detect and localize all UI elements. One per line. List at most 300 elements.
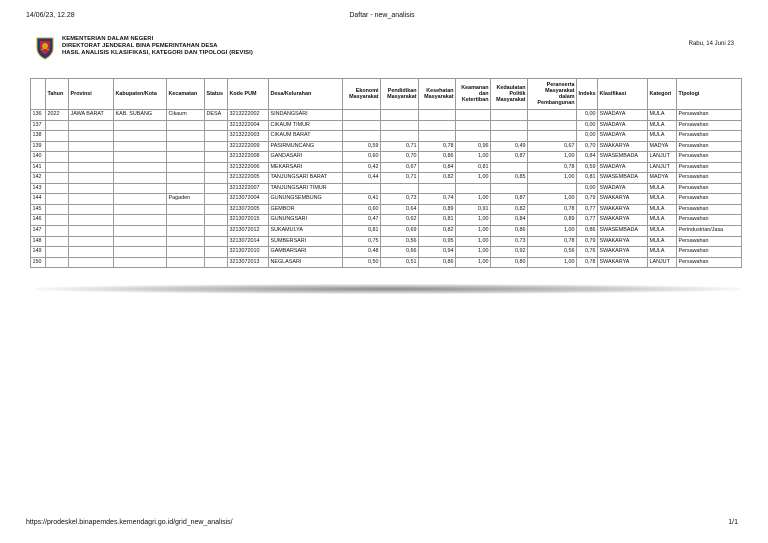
cell-provinsi (69, 247, 114, 258)
cell-status (205, 152, 228, 163)
cell-kecamatan (167, 257, 205, 268)
table-row (31, 173, 742, 184)
cell-ekonomi (343, 120, 381, 131)
cell-status (205, 226, 228, 237)
cell-status (205, 247, 228, 258)
column-header-tipologi: Tipologi (677, 79, 742, 110)
cell-provinsi: JAWA BARAT (69, 110, 114, 121)
cell-tipologi: Persawahan (677, 173, 742, 184)
cell-kabupaten-kota (114, 204, 167, 215)
cell-peranserta: 0,78 (528, 162, 577, 173)
cell-klasifikasi: SWADAYA (598, 110, 648, 121)
cell-tipologi: Persawahan (677, 257, 742, 268)
cell-kategori: LANJUT (648, 257, 677, 268)
cell-tipologi: Persawahan (677, 194, 742, 205)
cell-keamanan: 1,00 (456, 152, 491, 163)
cell-desa-kelurahan: GANDASARI (269, 152, 343, 163)
cell-row-number: 150 (31, 257, 46, 268)
cell-kesehatan: 0,82 (419, 173, 456, 184)
cell-kecamatan (167, 152, 205, 163)
cell-tipologi: Persawahan (677, 141, 742, 152)
cell-kesehatan: 0,78 (419, 141, 456, 152)
cell-provinsi (69, 215, 114, 226)
cell-klasifikasi: SWADAYA (598, 162, 648, 173)
cell-kedaulatan (491, 183, 528, 194)
cell-desa-kelurahan: GUNUNGSARI (269, 215, 343, 226)
cell-kabupaten-kota (114, 131, 167, 142)
cell-kecamatan (167, 236, 205, 247)
cell-tahun (46, 215, 69, 226)
cell-kode-pum: 3213222006 (228, 162, 269, 173)
cell-desa-kelurahan: SUKAMULYA (269, 226, 343, 237)
cell-provinsi (69, 204, 114, 215)
cell-kedaulatan: 0,49 (491, 141, 528, 152)
cell-tahun (46, 226, 69, 237)
cell-kategori: LANJUT (648, 162, 677, 173)
cell-tahun (46, 173, 69, 184)
cell-kode-pum: 3213072015 (228, 215, 269, 226)
cell-kedaulatan (491, 120, 528, 131)
cell-kode-pum: 3213072014 (228, 236, 269, 247)
cell-tipologi: Persawahan (677, 215, 742, 226)
cell-kecamatan (167, 173, 205, 184)
cell-klasifikasi: SWASEMBADA (598, 152, 648, 163)
cell-indeks: 0,00 (577, 183, 598, 194)
cell-kategori: MULA (648, 226, 677, 237)
cell-peranserta: 1,00 (528, 226, 577, 237)
cell-row-number: 143 (31, 183, 46, 194)
cell-kabupaten-kota (114, 141, 167, 152)
cell-kedaulatan (491, 162, 528, 173)
cell-status (205, 236, 228, 247)
cell-tahun (46, 183, 69, 194)
print-page-count: 1/1 (728, 519, 738, 526)
cell-desa-kelurahan: MEKARSARI (269, 162, 343, 173)
cell-kode-pum: 3213222004 (228, 120, 269, 131)
cell-desa-kelurahan: CIKAUM BARAT (269, 131, 343, 142)
cell-desa-kelurahan: SINDANGSARI (269, 110, 343, 121)
cell-keamanan (456, 110, 491, 121)
column-header-kabupaten-kota: Kabupaten/Kota (114, 79, 167, 110)
cell-kesehatan: 0,74 (419, 194, 456, 205)
cell-kesehatan: 0,94 (419, 247, 456, 258)
cell-provinsi (69, 173, 114, 184)
cell-tipologi: Perindustrian/Jasa (677, 226, 742, 237)
cell-tahun (46, 131, 69, 142)
table-row (31, 131, 742, 142)
cell-ekonomi (343, 131, 381, 142)
cell-provinsi (69, 183, 114, 194)
cell-ekonomi: 0,44 (343, 173, 381, 184)
cell-pendidikan (381, 120, 419, 131)
cell-tipologi: Persawahan (677, 162, 742, 173)
cell-row-number: 142 (31, 173, 46, 184)
cell-peranserta (528, 110, 577, 121)
cell-provinsi (69, 194, 114, 205)
cell-row-number: 138 (31, 131, 46, 142)
column-header-kesehatan: Kesehatan Masyarakat (419, 79, 456, 110)
table-bottom-shadow (36, 284, 740, 294)
cell-indeks: 0,77 (577, 204, 598, 215)
column-header-klasifikasi: Klasifikasi (598, 79, 648, 110)
cell-tahun (46, 162, 69, 173)
cell-keamanan (456, 183, 491, 194)
cell-kecamatan (167, 183, 205, 194)
cell-tahun (46, 152, 69, 163)
cell-kecamatan: Pagaden (167, 194, 205, 205)
cell-kedaulatan: 0,92 (491, 247, 528, 258)
table-row (31, 194, 742, 205)
cell-peranserta: 1,00 (528, 173, 577, 184)
cell-kedaulatan: 0,85 (491, 173, 528, 184)
cell-ekonomi: 0,50 (343, 257, 381, 268)
cell-kesehatan: 0,81 (419, 215, 456, 226)
cell-peranserta: 1,00 (528, 152, 577, 163)
cell-kategori: MULA (648, 194, 677, 205)
cell-pendidikan: 0,71 (381, 141, 419, 152)
cell-keamanan (456, 120, 491, 131)
cell-keamanan: 1,00 (456, 257, 491, 268)
cell-provinsi (69, 152, 114, 163)
cell-peranserta: 0,56 (528, 247, 577, 258)
cell-tipologi: Persawahan (677, 152, 742, 163)
cell-kode-pum: 3213222005 (228, 173, 269, 184)
cell-provinsi (69, 162, 114, 173)
report-header (30, 34, 742, 68)
cell-kode-pum: 3213072010 (228, 247, 269, 258)
cell-desa-kelurahan: SUMBERSARI (269, 236, 343, 247)
cell-status (205, 131, 228, 142)
cell-klasifikasi: SWAKARYA (598, 194, 648, 205)
cell-row-number: 140 (31, 152, 46, 163)
table-row (31, 257, 742, 268)
cell-ekonomi (343, 110, 381, 121)
cell-kedaulatan: 0,73 (491, 236, 528, 247)
column-header-kode-pum: Kode PUM (228, 79, 269, 110)
cell-kedaulatan: 0,87 (491, 152, 528, 163)
cell-keamanan: 0,91 (456, 204, 491, 215)
cell-kategori: MULA (648, 204, 677, 215)
print-date: 14/06/23, 12.28 (26, 12, 75, 19)
cell-peranserta (528, 183, 577, 194)
cell-kecamatan: Cikaum (167, 110, 205, 121)
cell-kabupaten-kota (114, 257, 167, 268)
table-row (31, 247, 742, 258)
cell-tahun (46, 236, 69, 247)
cell-indeks: 0,79 (577, 236, 598, 247)
cell-tipologi: Persawahan (677, 204, 742, 215)
cell-kode-pum: 3213222008 (228, 152, 269, 163)
cell-ekonomi (343, 183, 381, 194)
cell-kabupaten-kota (114, 215, 167, 226)
cell-row-number: 139 (31, 141, 46, 152)
cell-kategori: MADYA (648, 173, 677, 184)
cell-kecamatan (167, 247, 205, 258)
org-line-report-title: HASIL ANALISIS KLASIFIKASI, KATEGORI DAN TIPOLOGI (REVISI) (62, 50, 253, 57)
cell-row-number: 137 (31, 120, 46, 131)
cell-keamanan: 1,00 (456, 236, 491, 247)
cell-indeks: 0,00 (577, 110, 598, 121)
print-header (26, 12, 738, 22)
cell-klasifikasi: SWAKARYA (598, 257, 648, 268)
table-row (31, 152, 742, 163)
cell-indeks: 0,77 (577, 215, 598, 226)
cell-kabupaten-kota (114, 183, 167, 194)
cell-indeks: 0,70 (577, 141, 598, 152)
cell-tahun (46, 120, 69, 131)
cell-indeks: 0,59 (577, 162, 598, 173)
cell-klasifikasi: SWAKARYA (598, 215, 648, 226)
cell-pendidikan: 0,71 (381, 173, 419, 184)
cell-kesehatan (419, 131, 456, 142)
print-footer (26, 519, 738, 529)
cell-tipologi: Persawahan (677, 247, 742, 258)
cell-desa-kelurahan: PASIRMUNCANG (269, 141, 343, 152)
cell-indeks: 0,81 (577, 173, 598, 184)
cell-tipologi: Persawahan (677, 183, 742, 194)
table-body (31, 110, 742, 268)
cell-klasifikasi: SWAKARYA (598, 236, 648, 247)
cell-kode-pum: 3213222009 (228, 141, 269, 152)
report-date: Rabu, 14 Juni 23 (688, 41, 734, 47)
cell-status (205, 183, 228, 194)
column-header-keamanan: Keamanan dan Ketertiban (456, 79, 491, 110)
cell-indeks: 0,00 (577, 131, 598, 142)
cell-row-number: 145 (31, 204, 46, 215)
cell-desa-kelurahan: TANJUNGSARI TIMUR (269, 183, 343, 194)
cell-kabupaten-kota (114, 226, 167, 237)
cell-tipologi: Persawahan (677, 120, 742, 131)
cell-row-number: 148 (31, 236, 46, 247)
column-header-ekonomi: Ekonomi Masyarakat (343, 79, 381, 110)
cell-tipologi: Persawahan (677, 236, 742, 247)
cell-klasifikasi: SWADAYA (598, 120, 648, 131)
cell-kategori: MULA (648, 120, 677, 131)
cell-desa-kelurahan: TANJUNGSARI BARAT (269, 173, 343, 184)
cell-kecamatan (167, 120, 205, 131)
cell-status (205, 141, 228, 152)
cell-pendidikan: 0,56 (381, 236, 419, 247)
column-header-kecamatan: Kecamatan (167, 79, 205, 110)
column-header-provinsi: Provinsi (69, 79, 114, 110)
cell-kedaulatan: 0,87 (491, 194, 528, 205)
cell-peranserta: 0,78 (528, 204, 577, 215)
cell-kode-pum: 3213072012 (228, 226, 269, 237)
cell-kode-pum: 3213222002 (228, 110, 269, 121)
cell-status: DESA (205, 110, 228, 121)
cell-kabupaten-kota (114, 152, 167, 163)
table-row (31, 162, 742, 173)
cell-indeks: 0,76 (577, 247, 598, 258)
cell-status (205, 173, 228, 184)
print-title: Daftar - new_analisis (349, 12, 415, 19)
cell-klasifikasi: SWAKARYA (598, 247, 648, 258)
cell-kedaulatan: 0,86 (491, 226, 528, 237)
cell-kategori: MULA (648, 247, 677, 258)
cell-kategori: LANJUT (648, 152, 677, 163)
cell-kecamatan (167, 141, 205, 152)
cell-pendidikan: 0,73 (381, 194, 419, 205)
cell-kode-pum: 3213072005 (228, 204, 269, 215)
cell-ekonomi: 0,47 (343, 215, 381, 226)
cell-peranserta: 0,89 (528, 215, 577, 226)
cell-kesehatan: 0,95 (419, 236, 456, 247)
cell-status (205, 215, 228, 226)
cell-indeks: 0,84 (577, 152, 598, 163)
cell-status (205, 204, 228, 215)
cell-klasifikasi: SWADAYA (598, 183, 648, 194)
cell-kode-pum: 3213072013 (228, 257, 269, 268)
cell-keamanan: 1,00 (456, 215, 491, 226)
cell-kode-pum: 3213222007 (228, 183, 269, 194)
cell-kategori: MULA (648, 183, 677, 194)
table-row (31, 215, 742, 226)
analysis-table (30, 78, 742, 268)
cell-pendidikan (381, 131, 419, 142)
table-row (31, 110, 742, 121)
cell-klasifikasi: SWAKARYA (598, 204, 648, 215)
cell-kesehatan: 0,84 (419, 162, 456, 173)
cell-kedaulatan: 0,82 (491, 204, 528, 215)
cell-keamanan: 1,00 (456, 247, 491, 258)
cell-kesehatan: 0,82 (419, 226, 456, 237)
print-url: https://prodeskel.binapemdes.kemendagri.go.id/grid_new_analisis/ (26, 519, 233, 526)
cell-peranserta: 1,00 (528, 257, 577, 268)
cell-tipologi: Persawahan (677, 110, 742, 121)
cell-indeks: 0,00 (577, 120, 598, 131)
cell-pendidikan (381, 183, 419, 194)
cell-indeks: 0,79 (577, 194, 598, 205)
cell-klasifikasi: SWASEMBADA (598, 226, 648, 237)
cell-klasifikasi: SWADAYA (598, 131, 648, 142)
column-header-tahun: Tahun (46, 79, 69, 110)
cell-kabupaten-kota (114, 247, 167, 258)
cell-kecamatan (167, 226, 205, 237)
column-header-peranserta: Peranserta Masyarakat dalam Pembangunan (528, 79, 577, 110)
cell-provinsi (69, 120, 114, 131)
cell-provinsi (69, 236, 114, 247)
cell-desa-kelurahan: CIKAUM TIMUR (269, 120, 343, 131)
cell-provinsi (69, 257, 114, 268)
cell-indeks: 0,86 (577, 226, 598, 237)
cell-row-number: 136 (31, 110, 46, 121)
cell-peranserta: 0,67 (528, 141, 577, 152)
cell-indeks: 0,78 (577, 257, 598, 268)
analysis-table-container (30, 78, 742, 268)
cell-kategori: MADYA (648, 141, 677, 152)
cell-row-number: 144 (31, 194, 46, 205)
cell-kesehatan: 0,89 (419, 204, 456, 215)
cell-peranserta: 0,78 (528, 236, 577, 247)
table-head (31, 79, 742, 110)
cell-kesehatan: 0,86 (419, 152, 456, 163)
cell-row-number: 147 (31, 226, 46, 237)
cell-ekonomi: 0,42 (343, 162, 381, 173)
cell-status (205, 162, 228, 173)
cell-tahun: 2022 (46, 110, 69, 121)
cell-status (205, 120, 228, 131)
cell-keamanan: 0,96 (456, 141, 491, 152)
cell-kecamatan (167, 131, 205, 142)
cell-kabupaten-kota (114, 194, 167, 205)
cell-row-number: 146 (31, 215, 46, 226)
table-row (31, 226, 742, 237)
cell-ekonomi: 0,59 (343, 141, 381, 152)
cell-kabupaten-kota (114, 173, 167, 184)
cell-kabupaten-kota (114, 162, 167, 173)
cell-desa-kelurahan: GUNUNGSEMBUNG (269, 194, 343, 205)
cell-kategori: MULA (648, 215, 677, 226)
cell-row-number: 149 (31, 247, 46, 258)
cell-pendidikan: 0,69 (381, 226, 419, 237)
column-header-desa-kelurahan: Desa/Kelurahan (269, 79, 343, 110)
column-header-pendidikan: Pendidikan Masyarakat (381, 79, 419, 110)
cell-ekonomi: 0,75 (343, 236, 381, 247)
cell-ekonomi: 0,81 (343, 226, 381, 237)
cell-kedaulatan: 0,84 (491, 215, 528, 226)
cell-kabupaten-kota: KAB. SUBANG (114, 110, 167, 121)
cell-pendidikan: 0,51 (381, 257, 419, 268)
cell-desa-kelurahan: GAMBARSARI (269, 247, 343, 258)
cell-klasifikasi: SWAKARYA (598, 141, 648, 152)
cell-klasifikasi: SWASEMBADA (598, 173, 648, 184)
cell-kecamatan (167, 204, 205, 215)
cell-ekonomi: 0,60 (343, 204, 381, 215)
cell-pendidikan: 0,66 (381, 247, 419, 258)
cell-kecamatan (167, 162, 205, 173)
cell-pendidikan: 0,62 (381, 215, 419, 226)
table-row (31, 141, 742, 152)
cell-keamanan: 1,00 (456, 194, 491, 205)
cell-ekonomi: 0,41 (343, 194, 381, 205)
cell-desa-kelurahan: GEMBOR (269, 204, 343, 215)
organization-block (62, 36, 253, 58)
report (30, 34, 742, 265)
cell-kedaulatan: 0,80 (491, 257, 528, 268)
table-row (31, 183, 742, 194)
cell-peranserta (528, 131, 577, 142)
cell-peranserta (528, 120, 577, 131)
cell-kesehatan: 0,86 (419, 257, 456, 268)
cell-provinsi (69, 141, 114, 152)
cell-pendidikan: 0,67 (381, 162, 419, 173)
column-header-status: Status (205, 79, 228, 110)
cell-kecamatan (167, 215, 205, 226)
cell-kesehatan (419, 183, 456, 194)
org-line-directorate: DIREKTORAT JENDERAL BINA PEMERINTAHAN DESA (62, 43, 218, 50)
cell-pendidikan: 0,64 (381, 204, 419, 215)
cell-kategori: MULA (648, 110, 677, 121)
table-header-row (31, 79, 742, 110)
cell-tahun (46, 141, 69, 152)
table-row (31, 120, 742, 131)
cell-ekonomi: 0,48 (343, 247, 381, 258)
cell-pendidikan (381, 110, 419, 121)
cell-desa-kelurahan: NEGLASARI (269, 257, 343, 268)
cell-tipologi: Persawahan (677, 131, 742, 142)
column-header-row-number (31, 79, 46, 110)
cell-kesehatan (419, 120, 456, 131)
cell-kategori: MULA (648, 236, 677, 247)
cell-kedaulatan (491, 131, 528, 142)
cell-keamanan: 1,00 (456, 226, 491, 237)
cell-tahun (46, 247, 69, 258)
cell-status (205, 257, 228, 268)
cell-status (205, 194, 228, 205)
org-line-ministry: KEMENTERIAN DALAM NEGERI (62, 36, 154, 42)
cell-tahun (46, 257, 69, 268)
column-header-kategori: Kategori (648, 79, 677, 110)
